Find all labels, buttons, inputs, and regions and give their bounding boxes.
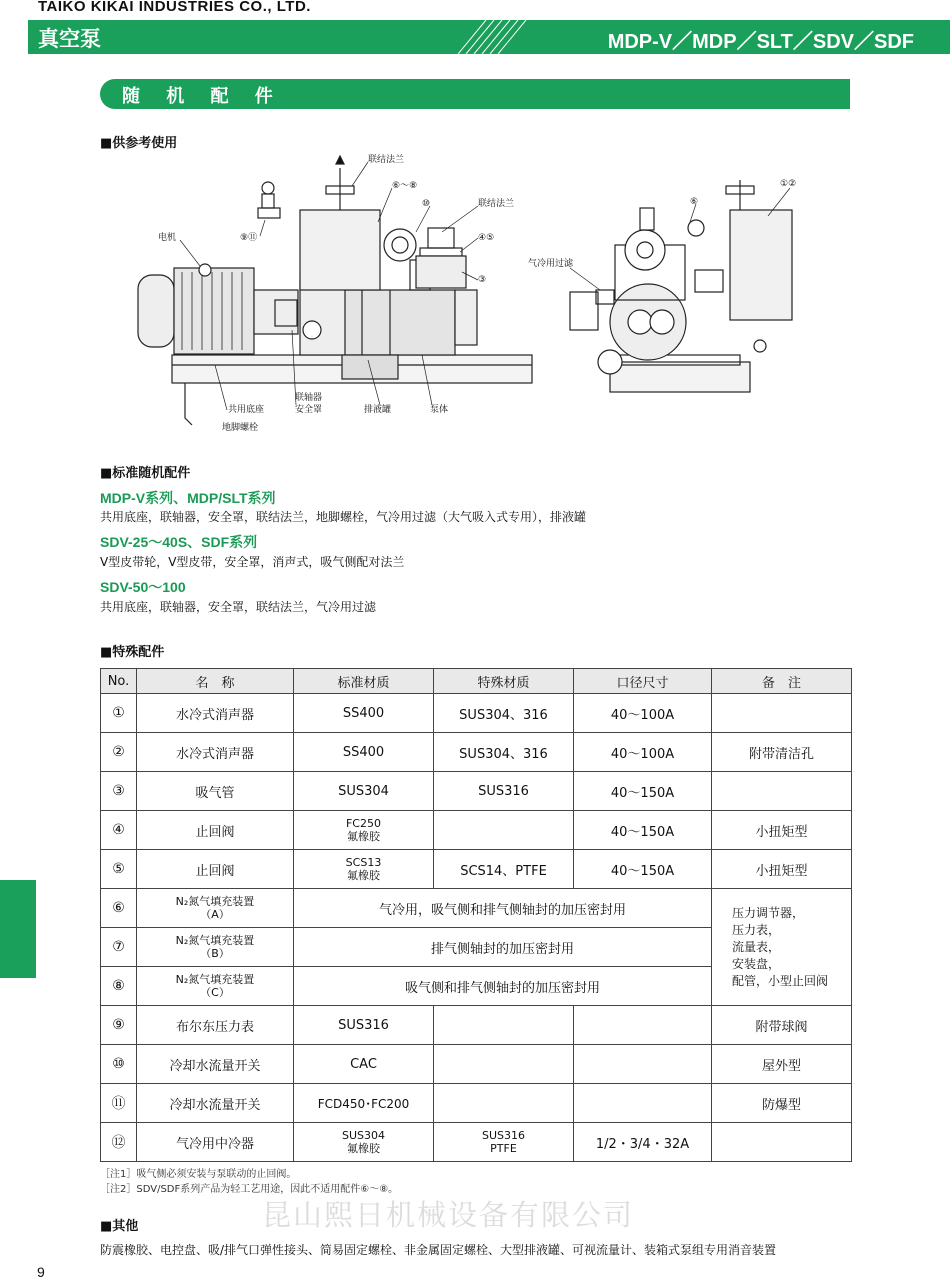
cell-no: ⑩ [101, 1045, 137, 1084]
cell-note: 附带球阀 [712, 1006, 852, 1045]
col-size: 口径尺寸 [574, 669, 712, 694]
table-row [101, 811, 852, 850]
cell-spec-line-1: SUS316 [481, 1129, 525, 1142]
cell-size [574, 1006, 712, 1045]
cell-no: ③ [101, 772, 137, 811]
label-flange-right: 联结法兰 [478, 199, 515, 209]
group-1-title: MDP-V系列、MDP/SLT系列 [100, 490, 276, 506]
group-2-text: V型皮带轮，V型皮带，安全罩，消声式，吸气侧配对法兰 [100, 555, 405, 569]
cell-spec: SUS316 [434, 772, 574, 811]
label-1-2: ①② [780, 179, 797, 189]
table-row [101, 1084, 852, 1123]
cell-std-line-1: SCS13 [345, 856, 382, 869]
group-3-text: 共用底座，联轴器，安全罩，联结法兰，气冷用过滤 [100, 600, 377, 614]
cell-name-line-1: N₂氮气填充装置 [175, 973, 255, 986]
cell-spec [434, 1006, 574, 1045]
cell-no: ⑪ [101, 1084, 137, 1123]
group-3-title: SDV-50〜100 [100, 579, 186, 595]
cell-name: 冷却水流量开关 [137, 1045, 294, 1084]
cell-name-line-2: （C） [200, 986, 230, 999]
cell-note: 小扭矩型 [712, 811, 852, 850]
cell-no: ② [101, 733, 137, 772]
cell-name: 吸气管 [137, 772, 294, 811]
label-range-6-8: ⑥〜⑧ [392, 181, 418, 191]
cell-name: 止回阀 [137, 811, 294, 850]
cell-name: 水冷式消声器 [137, 694, 294, 733]
cell-size: 40〜100A [574, 733, 712, 772]
cell-name [137, 967, 294, 1006]
section-banner [100, 79, 850, 109]
company-name: TAIKO KIKAI INDUSTRIES CO., LTD. [38, 0, 311, 15]
other-heading: ■其他 [100, 1219, 139, 1234]
cell-name: 布尔东压力表 [137, 1006, 294, 1045]
cell-std: CAC [294, 1045, 434, 1084]
decorative-stripes [458, 20, 528, 54]
table-row [101, 733, 852, 772]
table-header-row [101, 669, 852, 694]
cell-spec-line-2: PTFE [490, 1142, 517, 1155]
table-row [101, 889, 852, 928]
cell-note: 屋外型 [712, 1045, 852, 1084]
special-heading: ■特殊配件 [100, 645, 165, 660]
table-row [101, 1006, 852, 1045]
cell-desc: 排气侧轴封的加压密封用 [294, 928, 712, 967]
label-10: ⑩ [422, 199, 431, 209]
table-row [101, 1045, 852, 1084]
cell-name-line-2: （B） [200, 947, 230, 960]
cell-size [574, 1045, 712, 1084]
cell-size [574, 1084, 712, 1123]
cell-spec [434, 811, 574, 850]
label-9-11: ⑨⑪ [240, 233, 258, 243]
cell-no: ⑦ [101, 928, 137, 967]
cell-name: 气冷用中冷器 [137, 1123, 294, 1162]
label-anchor: 地脚螺栓 [222, 423, 259, 433]
label-pump: 泵体 [430, 405, 449, 415]
cell-note: 附带清洁孔 [712, 733, 852, 772]
label-flange-top: 联结法兰 [368, 155, 405, 165]
side-tab [0, 880, 36, 978]
header-models: MDP-V／MDP／SLT／SDV／SDF [607, 31, 914, 53]
other-text: 防震橡胶、电控盘、吸/排气口弹性接头、简易固定螺栓、非金属固定螺栓、大型排液罐、可视流量计、装箱式泵组专用消音装置 [100, 1243, 777, 1257]
cell-name: 止回阀 [137, 850, 294, 889]
cell-std [294, 811, 434, 850]
cell-no: ⑨ [101, 1006, 137, 1045]
page-number: 9 [37, 1264, 45, 1280]
table-row [101, 1123, 852, 1162]
cell-spec: SUS304、316 [434, 694, 574, 733]
table-row [101, 694, 852, 733]
cell-std: SUS304 [294, 772, 434, 811]
label-coupling-2: 安全罩 [295, 405, 323, 415]
cell-desc: 吸气侧和排气侧轴封的加压密封用 [294, 967, 712, 1006]
cell-std: FCD450･FC200 [294, 1084, 434, 1123]
cell-name-line-2: （A） [200, 908, 230, 921]
cell-name-line-1: N₂氮气填充装置 [175, 934, 255, 947]
n2-note-line: 压力调节器， [732, 905, 805, 920]
table-row [101, 850, 852, 889]
cell-std: SS400 [294, 733, 434, 772]
cell-note [712, 694, 852, 733]
cell-spec [434, 1084, 574, 1123]
label-drain: 排液罐 [364, 405, 392, 415]
group-1-text: 共用底座，联轴器，安全罩，联结法兰，地脚螺栓，气冷用过滤（大气吸入式专用），排液罐 [100, 510, 587, 524]
cell-note: 防爆型 [712, 1084, 852, 1123]
cell-std [294, 850, 434, 889]
cell-size: 40〜100A [574, 694, 712, 733]
cell-name-line-1: N₂氮气填充装置 [175, 895, 255, 908]
cell-size: 40〜150A [574, 772, 712, 811]
cell-spec: SUS304、316 [434, 733, 574, 772]
cell-note: 小扭矩型 [712, 850, 852, 889]
cell-name [137, 889, 294, 928]
cell-name: 水冷式消声器 [137, 733, 294, 772]
standard-heading: ■标准随机配件 [100, 466, 191, 481]
label-coupling-1: 联轴器 [295, 393, 323, 403]
cell-size: 40〜150A [574, 850, 712, 889]
n2-note-line: 安装盘， [732, 956, 781, 971]
cell-spec [434, 1123, 574, 1162]
col-spec: 特殊材质 [434, 669, 574, 694]
reference-heading: ■供参考使用 [100, 136, 178, 151]
cell-no: ⑫ [101, 1123, 137, 1162]
cell-std-line-2: 氟橡胶 [347, 869, 380, 882]
cell-name: 冷却水流量开关 [137, 1084, 294, 1123]
cell-no: ⑧ [101, 967, 137, 1006]
special-parts-table [100, 668, 852, 1162]
label-4-5: ④⑤ [478, 233, 495, 243]
label-3: ③ [478, 275, 487, 285]
cell-n2-note [712, 889, 852, 1006]
cell-spec [434, 1045, 574, 1084]
cell-note [712, 772, 852, 811]
label-motor: 电机 [158, 233, 177, 243]
cell-no: ⑥ [101, 889, 137, 928]
group-2-title: SDV-25〜40S、SDF系列 [100, 534, 258, 550]
footnote-2: ［注2］SDV/SDF系列产品为轻工艺用途，因此不适用配件⑥〜⑧。 [100, 1184, 399, 1195]
n2-note-line: 配管，小型止回阀 [732, 973, 829, 988]
cell-note [712, 1123, 852, 1162]
col-name: 名 称 [137, 669, 294, 694]
cell-name [137, 928, 294, 967]
n2-note-line: 流量表， [732, 939, 781, 954]
cell-std-line-2: 氟橡胶 [347, 1142, 380, 1155]
cell-no: ⑤ [101, 850, 137, 889]
header-title: 真空泵 [38, 27, 101, 51]
label-air-filter: 气冷用过滤 [528, 259, 574, 269]
cell-spec: SCS14、PTFE [434, 850, 574, 889]
cell-size: 40〜150A [574, 811, 712, 850]
cell-std: SS400 [294, 694, 434, 733]
cell-size: 1/2・3/4・32A [574, 1123, 712, 1162]
header-bar [28, 20, 950, 54]
cell-desc: 气冷用，吸气侧和排气侧轴封的加压密封用 [294, 889, 712, 928]
section-title: 随 机 配 件 [122, 86, 283, 107]
col-std: 标准材质 [294, 669, 434, 694]
cell-std-line-2: 氟橡胶 [347, 830, 380, 843]
footnote-1: ［注1］吸气侧必须安装与泵联动的止回阀。 [100, 1169, 297, 1180]
cell-std-line-1: FC250 [345, 817, 381, 830]
pump-diagram [100, 150, 850, 450]
cell-std: SUS316 [294, 1006, 434, 1045]
label-6: ⑥ [690, 197, 699, 207]
cell-no: ④ [101, 811, 137, 850]
cell-no: ① [101, 694, 137, 733]
cell-std [294, 1123, 434, 1162]
col-no: No. [101, 669, 137, 694]
label-base: 共用底座 [228, 405, 265, 415]
col-note: 备 注 [712, 669, 852, 694]
n2-note-line: 压力表， [732, 922, 781, 937]
watermark: 昆山熙日机械设备有限公司 [262, 1198, 635, 1232]
table-row [101, 772, 852, 811]
cell-std-line-1: SUS304 [341, 1129, 385, 1142]
